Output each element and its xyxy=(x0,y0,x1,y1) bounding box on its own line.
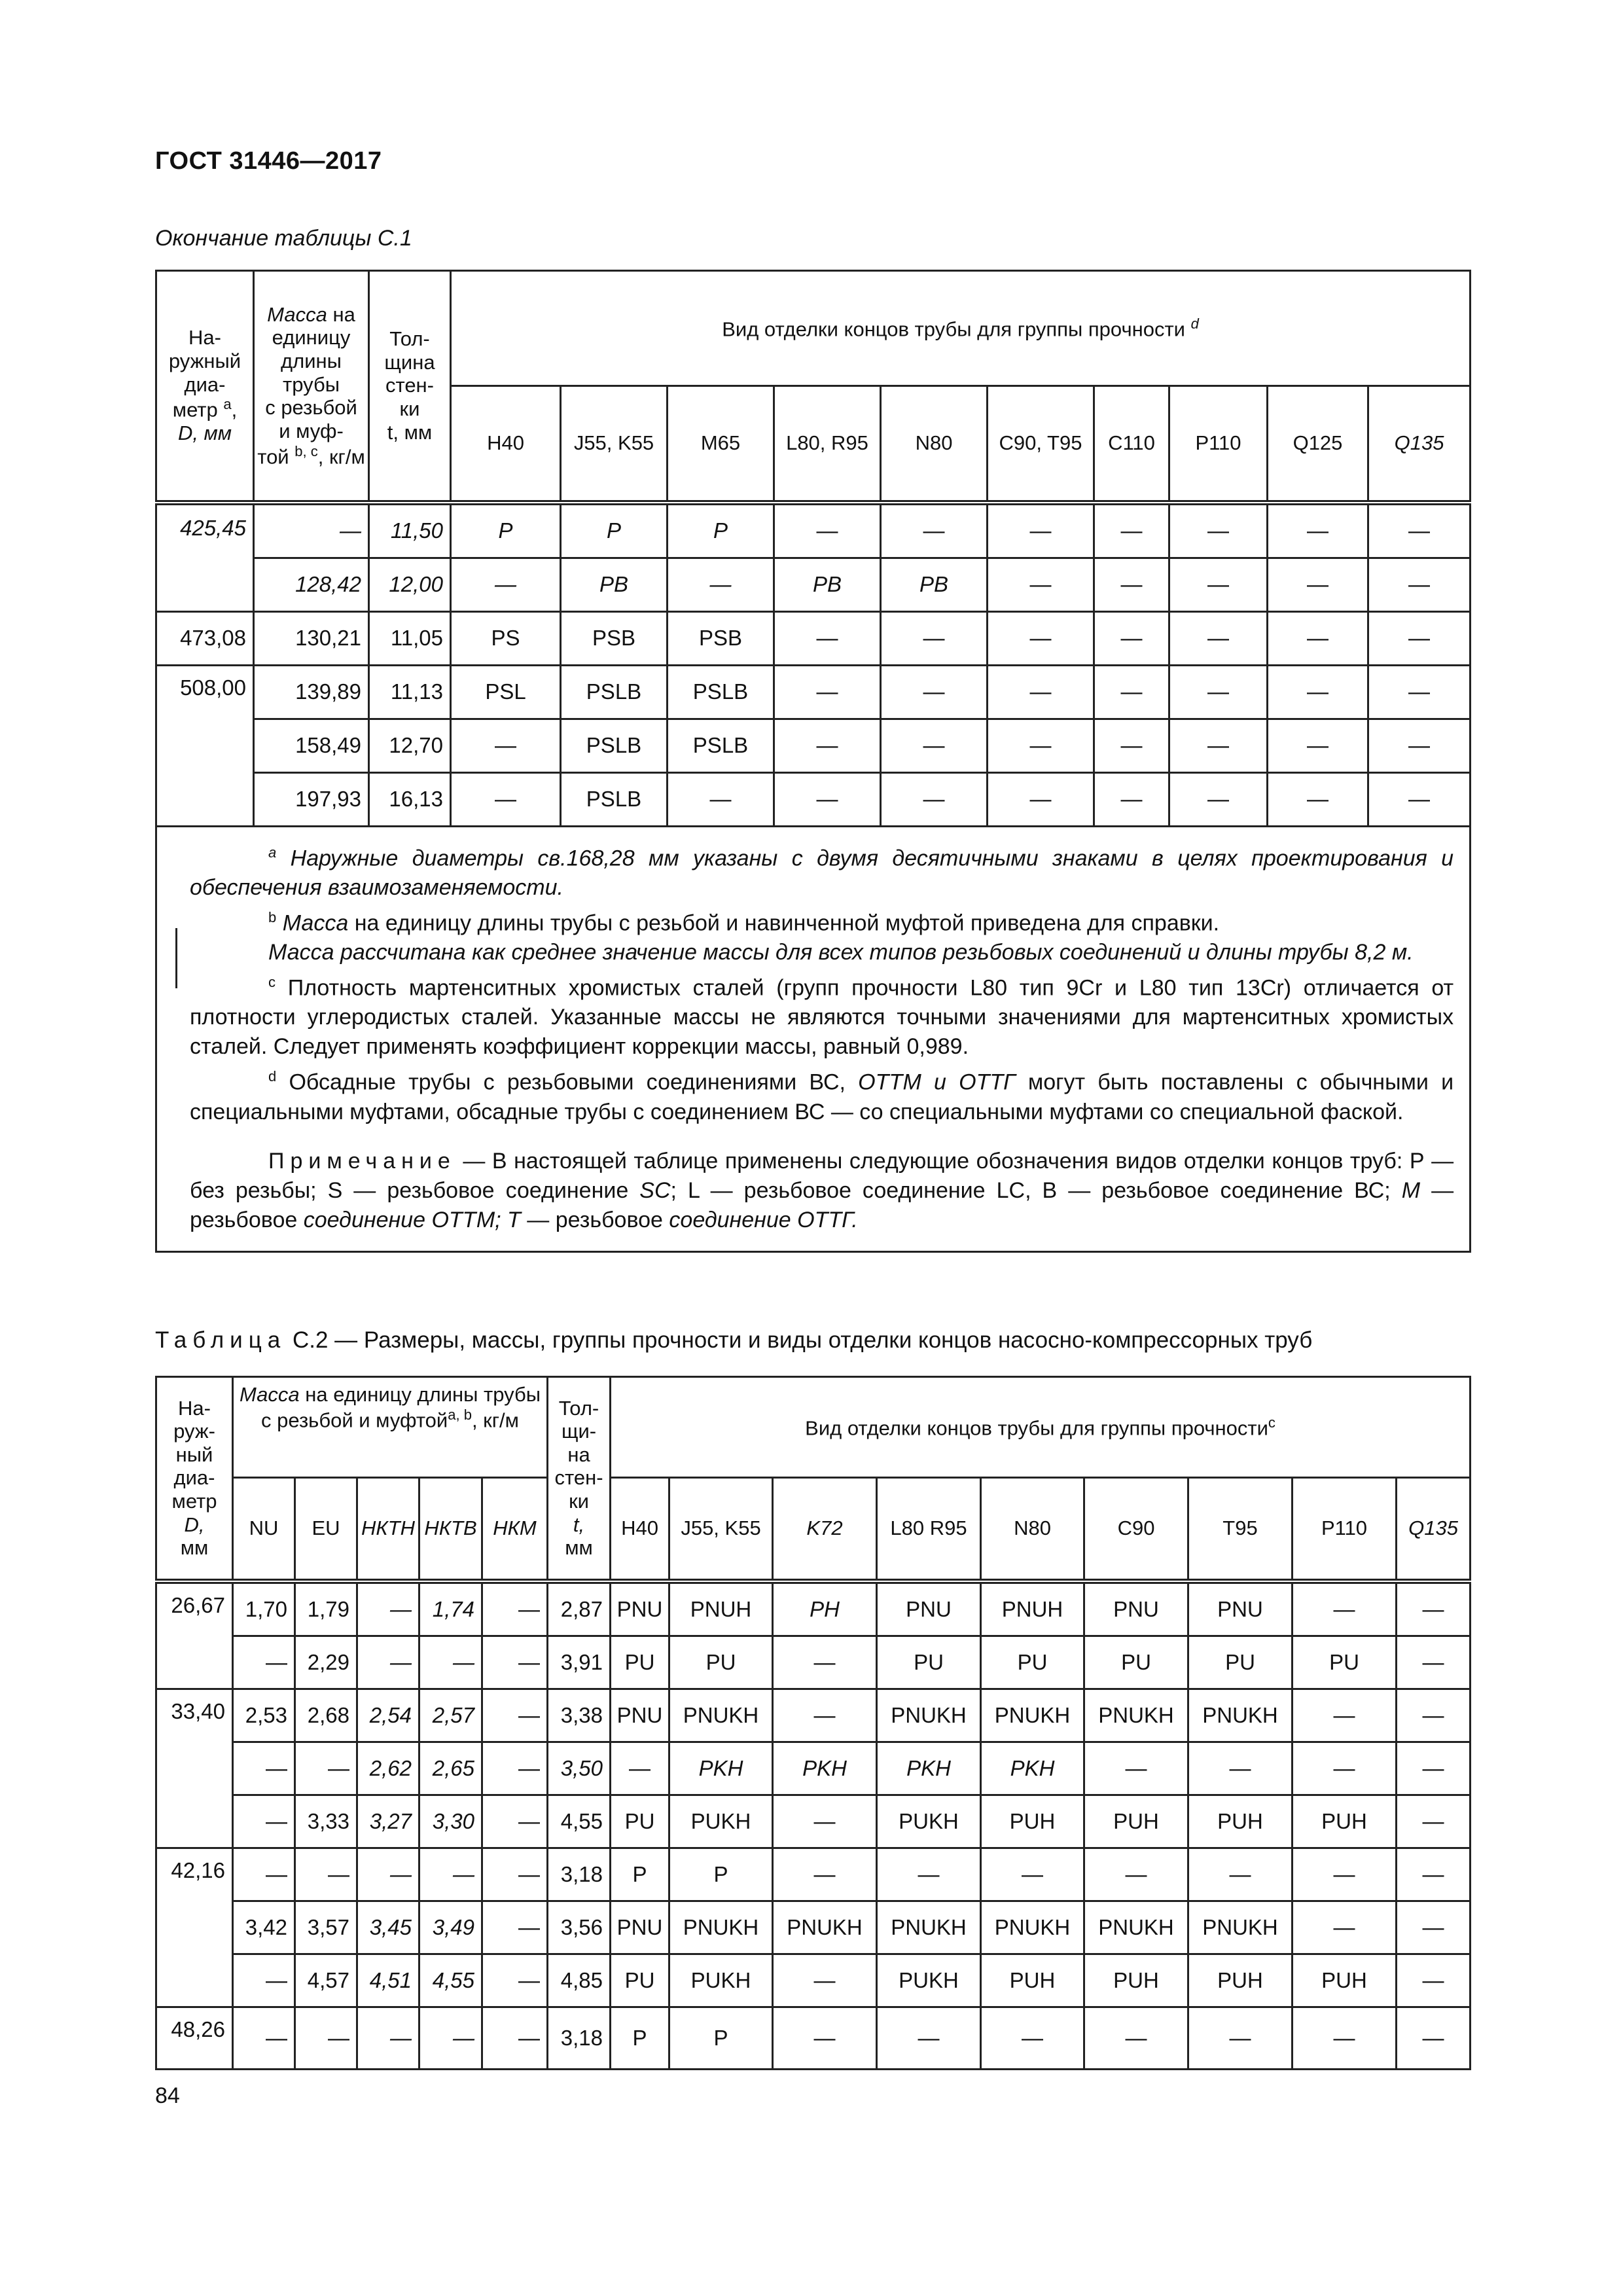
cell: 473,08 xyxy=(156,611,254,665)
cell: — xyxy=(1293,1901,1397,1954)
cell: 3,18 xyxy=(548,1848,611,1901)
table-row xyxy=(156,1795,1471,1848)
mass-col-header: НКТН xyxy=(357,1478,419,1581)
page-number: 84 xyxy=(155,2083,180,2108)
grade-header: M65 xyxy=(668,386,774,503)
cell: 3,38 xyxy=(548,1689,611,1742)
cell: 1,70 xyxy=(233,1581,295,1636)
cell: — xyxy=(981,2007,1084,2069)
cell: PNU xyxy=(1084,1581,1188,1636)
cell: — xyxy=(1293,2007,1397,2069)
cell: 2,62 xyxy=(357,1742,419,1795)
cell: PNUKH xyxy=(1188,1901,1293,1954)
cell: — xyxy=(1084,1848,1188,1901)
cell: PB xyxy=(561,558,668,611)
table-continuation-caption: Окончание таблицы С.1 xyxy=(155,226,412,251)
cell: — xyxy=(988,719,1094,772)
cell: 3,56 xyxy=(548,1901,611,1954)
cell: — xyxy=(1169,719,1268,772)
cell: — xyxy=(881,772,988,826)
cell: — xyxy=(1268,503,1368,558)
cell: — xyxy=(988,558,1094,611)
cell: P xyxy=(669,2007,773,2069)
table-row xyxy=(156,772,1471,826)
cell: PSLB xyxy=(668,719,774,772)
header-outer-diameter: На- ружный диа- метр $^a$, D, мм xyxy=(156,271,254,503)
cell: — xyxy=(1188,1742,1293,1795)
cell: 4,55 xyxy=(419,1954,482,2007)
cell: — xyxy=(482,1954,548,2007)
cell: — xyxy=(295,1848,357,1901)
cell: — xyxy=(254,503,369,558)
cell: PUH xyxy=(1084,1954,1188,2007)
cell: 2,53 xyxy=(233,1689,295,1742)
table-header-row xyxy=(156,1377,1471,1478)
cell: 3,33 xyxy=(295,1795,357,1848)
cell: PNUKH xyxy=(669,1901,773,1954)
footnote-b: $^b$ Масса на единицу длины трубы с резьбой и навинченной муфтой приведена для справки. xyxy=(268,908,1220,936)
footnote-d: $^d$ Обсадные трубы с резьбовыми соединениями ВС, ОТТМ и ОТТГ могут быть поставлены с обычными и специальными муфтами, обсадные трубы с соединением ВС — со специальными муфтами со специальной фаской. xyxy=(190,1068,1454,1124)
cell: 11,13 xyxy=(369,665,451,719)
cell: PNUKH xyxy=(981,1689,1084,1742)
cell: PNU xyxy=(611,1901,669,1954)
cell: 42,16 xyxy=(156,1848,233,2007)
cell: PNUKH xyxy=(773,1901,877,1954)
cell: PNUKH xyxy=(1084,1689,1188,1742)
cell: — xyxy=(988,665,1094,719)
cell: 2,29 xyxy=(295,1636,357,1689)
cell: — xyxy=(774,719,881,772)
cell: — xyxy=(773,2007,877,2069)
cell: — xyxy=(419,1848,482,1901)
cell: 425,45 xyxy=(156,503,254,612)
cell: — xyxy=(1094,665,1169,719)
cell: PUKH xyxy=(877,1795,981,1848)
cell: 26,67 xyxy=(156,1581,233,1689)
cell: 2,54 xyxy=(357,1689,419,1742)
table-row xyxy=(156,2007,1471,2069)
header-outer-diameter: На- руж- ный диа- метр D, мм xyxy=(156,1377,233,1581)
cell: PNUH xyxy=(981,1581,1084,1636)
grade-header: C110 xyxy=(1094,386,1169,503)
grade-header: Q125 xyxy=(1268,386,1368,503)
cell: — xyxy=(419,1636,482,1689)
cell: P xyxy=(451,503,561,558)
cell: PNUKH xyxy=(1084,1901,1188,1954)
cell: — xyxy=(1368,665,1471,719)
cell: — xyxy=(482,1636,548,1689)
table-note: Примечание — В настоящей таблице применены следующие обозначения видов отделки концов труб: Р — без резьбы; S — резьбовое соединение SC; L — резьбовое соединение LC, B — резьбовое соединение ВС; М — резьбовое соединение ОТТМ; Т — резьбовое соединение ОТТГ. xyxy=(190,1148,1454,1232)
cell: 4,85 xyxy=(548,1954,611,2007)
grade-header: C90 xyxy=(1084,1478,1188,1581)
cell: — xyxy=(1084,1742,1188,1795)
cell: — xyxy=(233,1848,295,1901)
cell: — xyxy=(1268,665,1368,719)
header-end-finish-group: Вид отделки концов трубы для группы прочности$^c$ xyxy=(611,1377,1471,1478)
cell: — xyxy=(877,1848,981,1901)
cell: — xyxy=(451,558,561,611)
cell: — xyxy=(1169,558,1268,611)
cell: — xyxy=(1293,1742,1397,1795)
grade-header: L80, R95 xyxy=(774,386,881,503)
cell: — xyxy=(881,665,988,719)
footnote-b-continued: Масса рассчитана как среднее значение массы для всех типов резьбовых соединений и длины трубы 8,2 м. xyxy=(268,940,1414,965)
cell: 11,05 xyxy=(369,611,451,665)
cell: PKH xyxy=(877,1742,981,1795)
table-c1 xyxy=(155,270,1471,1253)
cell: PKH xyxy=(773,1742,877,1795)
cell: — xyxy=(482,1848,548,1901)
cell: PUH xyxy=(1188,1954,1293,2007)
cell: — xyxy=(357,1848,419,1901)
cell: PUH xyxy=(1293,1795,1397,1848)
cell: PUH xyxy=(981,1795,1084,1848)
header-mass: Масса на единицу длины трубы с резьбой и муф- той $^{b, c}$, кг/м xyxy=(254,271,369,503)
grade-header: J55, K55 xyxy=(561,386,668,503)
cell: 11,50 xyxy=(369,503,451,558)
cell: — xyxy=(881,503,988,558)
grade-header: H40 xyxy=(451,386,561,503)
cell: 2,65 xyxy=(419,1742,482,1795)
cell: — xyxy=(1188,1848,1293,1901)
table-row xyxy=(156,665,1471,719)
cell: PUH xyxy=(1188,1795,1293,1848)
cell: PNUH xyxy=(669,1581,773,1636)
table-row xyxy=(156,719,1471,772)
cell: — xyxy=(451,719,561,772)
cell: PU xyxy=(611,1636,669,1689)
cell: 4,55 xyxy=(548,1795,611,1848)
cell: — xyxy=(482,1795,548,1848)
grade-header: P110 xyxy=(1169,386,1268,503)
cell: 158,49 xyxy=(254,719,369,772)
cell: 3,18 xyxy=(548,2007,611,2069)
cell: — xyxy=(668,772,774,826)
cell: PU xyxy=(611,1795,669,1848)
cell: PB xyxy=(881,558,988,611)
cell: — xyxy=(482,2007,548,2069)
cell: — xyxy=(877,2007,981,2069)
grade-header: H40 xyxy=(611,1478,669,1581)
cell: — xyxy=(482,1901,548,1954)
cell: — xyxy=(357,1636,419,1689)
cell: 4,51 xyxy=(357,1954,419,2007)
cell: — xyxy=(295,2007,357,2069)
cell: PNU xyxy=(877,1581,981,1636)
cell: 508,00 xyxy=(156,665,254,826)
grade-header: N80 xyxy=(881,386,988,503)
cell: — xyxy=(1293,1848,1397,1901)
cell: PUKH xyxy=(877,1954,981,2007)
cell: PNUKH xyxy=(877,1901,981,1954)
table-c2 xyxy=(155,1376,1471,2070)
cell: — xyxy=(1293,1689,1397,1742)
cell: 3,91 xyxy=(548,1636,611,1689)
table-row xyxy=(156,1636,1471,1689)
mass-col-header: НКТВ xyxy=(419,1478,482,1581)
cell: PU xyxy=(1293,1636,1397,1689)
table-row xyxy=(156,1848,1471,1901)
cell: PSLB xyxy=(561,772,668,826)
table-row xyxy=(156,558,1471,611)
table-row xyxy=(156,1581,1471,1636)
cell: — xyxy=(1169,665,1268,719)
cell: PSLB xyxy=(561,665,668,719)
cell: 3,27 xyxy=(357,1795,419,1848)
cell: PUKH xyxy=(669,1795,773,1848)
cell: — xyxy=(295,1742,357,1795)
cell: PSLB xyxy=(561,719,668,772)
cell: — xyxy=(1094,611,1169,665)
footnotes xyxy=(156,826,1471,1251)
grade-header: J55, K55 xyxy=(669,1478,773,1581)
mass-col-header: EU xyxy=(295,1478,357,1581)
cell: PU xyxy=(981,1636,1084,1689)
grade-header: L80 R95 xyxy=(877,1478,981,1581)
cell: — xyxy=(1397,2007,1471,2069)
cell: — xyxy=(1268,719,1368,772)
cell: 33,40 xyxy=(156,1689,233,1848)
cell: — xyxy=(988,611,1094,665)
mass-col-header: NU xyxy=(233,1478,295,1581)
cell: — xyxy=(1268,611,1368,665)
change-bar xyxy=(175,928,177,988)
cell: PNU xyxy=(611,1689,669,1742)
cell: — xyxy=(1169,611,1268,665)
cell: PUH xyxy=(1084,1795,1188,1848)
cell: PU xyxy=(611,1954,669,2007)
cell: 3,30 xyxy=(419,1795,482,1848)
cell: — xyxy=(981,1848,1084,1901)
cell: 1,79 xyxy=(295,1581,357,1636)
cell: PNU xyxy=(611,1581,669,1636)
table-row xyxy=(156,503,1471,558)
cell: P xyxy=(668,503,774,558)
cell: — xyxy=(1169,772,1268,826)
cell: — xyxy=(1368,611,1471,665)
grade-header: Q135 xyxy=(1368,386,1471,503)
cell: — xyxy=(881,719,988,772)
cell: — xyxy=(233,1795,295,1848)
cell: — xyxy=(1368,558,1471,611)
grade-header: T95 xyxy=(1188,1478,1293,1581)
cell: — xyxy=(773,1848,877,1901)
cell: PSLB xyxy=(668,665,774,719)
cell: — xyxy=(1188,2007,1293,2069)
cell: — xyxy=(1084,2007,1188,2069)
footnote-a: $^a$ Наружные диаметры св.168,28 мм указаны с двумя десятичными знаками в целях проектирования и обеспечения взаимозаменяемости. xyxy=(190,844,1454,900)
cell: PSB xyxy=(561,611,668,665)
cell: 4,57 xyxy=(295,1954,357,2007)
cell: PUKH xyxy=(669,1954,773,2007)
cell: PNUKH xyxy=(669,1689,773,1742)
cell: PU xyxy=(1084,1636,1188,1689)
cell: — xyxy=(233,1954,295,2007)
table-row xyxy=(156,611,1471,665)
cell: P xyxy=(611,1848,669,1901)
table-row xyxy=(156,1689,1471,1742)
table-row xyxy=(156,1742,1471,1795)
cell: — xyxy=(773,1689,877,1742)
cell: 48,26 xyxy=(156,2007,233,2069)
cell: P xyxy=(611,2007,669,2069)
cell: — xyxy=(1368,503,1471,558)
cell: — xyxy=(1094,772,1169,826)
cell: PKH xyxy=(669,1742,773,1795)
grade-header: C90, T95 xyxy=(988,386,1094,503)
cell: 3,45 xyxy=(357,1901,419,1954)
cell: PNUKH xyxy=(981,1901,1084,1954)
cell: 12,70 xyxy=(369,719,451,772)
cell: 2,57 xyxy=(419,1689,482,1742)
cell: — xyxy=(1397,1742,1471,1795)
cell: PNUKH xyxy=(1188,1689,1293,1742)
header-wall-thickness: Тол- щи- на стен- ки t, мм xyxy=(548,1377,611,1581)
cell: P xyxy=(669,1848,773,1901)
cell: — xyxy=(1268,558,1368,611)
cell: — xyxy=(357,2007,419,2069)
cell: PH xyxy=(773,1581,877,1636)
cell: — xyxy=(482,1742,548,1795)
cell: — xyxy=(1094,503,1169,558)
table-header-subcols xyxy=(156,1478,1471,1581)
cell: PNUKH xyxy=(877,1689,981,1742)
cell: 2,68 xyxy=(295,1689,357,1742)
cell: PU xyxy=(1188,1636,1293,1689)
table-c2-body xyxy=(156,1581,1471,2070)
cell: — xyxy=(233,1636,295,1689)
cell: — xyxy=(233,1742,295,1795)
cell: PSL xyxy=(451,665,561,719)
cell: — xyxy=(419,2007,482,2069)
grade-header: N80 xyxy=(981,1478,1084,1581)
cell: PUH xyxy=(1293,1954,1397,2007)
cell: 3,42 xyxy=(233,1901,295,1954)
cell: P xyxy=(561,503,668,558)
cell: — xyxy=(773,1954,877,2007)
cell: — xyxy=(1397,1795,1471,1848)
cell: — xyxy=(1268,772,1368,826)
cell: — xyxy=(1397,1848,1471,1901)
table-header-row xyxy=(156,271,1471,386)
cell: — xyxy=(357,1581,419,1636)
mass-col-header: НКМ xyxy=(482,1478,548,1581)
cell: PSB xyxy=(668,611,774,665)
cell: 128,42 xyxy=(254,558,369,611)
cell: — xyxy=(1397,1689,1471,1742)
cell: 3,57 xyxy=(295,1901,357,1954)
cell: 1,74 xyxy=(419,1581,482,1636)
cell: — xyxy=(1397,1954,1471,2007)
cell: — xyxy=(774,503,881,558)
cell: — xyxy=(668,558,774,611)
cell: 3,50 xyxy=(548,1742,611,1795)
cell: PUH xyxy=(981,1954,1084,2007)
cell: 2,87 xyxy=(548,1581,611,1636)
cell: — xyxy=(774,611,881,665)
cell: — xyxy=(988,772,1094,826)
cell: 130,21 xyxy=(254,611,369,665)
cell: — xyxy=(482,1689,548,1742)
cell: 3,49 xyxy=(419,1901,482,1954)
header-wall-thickness: Тол- щина стен- ки t, мм xyxy=(369,271,451,503)
cell: — xyxy=(774,772,881,826)
cell: — xyxy=(1169,503,1268,558)
cell: — xyxy=(451,772,561,826)
cell: — xyxy=(1397,1581,1471,1636)
table-c2-title: Таблица С.2 — Размеры, массы, группы прочности и виды отделки концов насосно-компрессорных труб xyxy=(155,1327,1313,1353)
grade-header: Q135 xyxy=(1397,1478,1471,1581)
cell: — xyxy=(1368,772,1471,826)
cell: PB xyxy=(774,558,881,611)
footnote-c: $^c$ Плотность мартенситных хромистых сталей (групп прочности L80 тип 9Cr и L80 тип 13Cr) отличается от плотности углеродистых сталей. Указанные массы не являются точными значениями для мартенситных хромистых сталей. Следует применять коэффициент коррекции массы, равный 0,989. xyxy=(190,974,1454,1060)
document-header: ГОСТ 31446—2017 xyxy=(155,147,382,175)
cell: PU xyxy=(877,1636,981,1689)
cell: — xyxy=(773,1636,877,1689)
cell: — xyxy=(482,1581,548,1636)
cell: — xyxy=(1094,558,1169,611)
cell: — xyxy=(988,503,1094,558)
table-row xyxy=(156,1954,1471,2007)
cell: PKH xyxy=(981,1742,1084,1795)
cell: 16,13 xyxy=(369,772,451,826)
cell: — xyxy=(611,1742,669,1795)
cell: — xyxy=(773,1795,877,1848)
header-end-finish-group: Вид отделки концов трубы для группы прочности $^d$ xyxy=(451,271,1471,386)
cell: — xyxy=(1293,1581,1397,1636)
cell: — xyxy=(1397,1901,1471,1954)
cell: 139,89 xyxy=(254,665,369,719)
cell: — xyxy=(1368,719,1471,772)
cell: — xyxy=(1397,1636,1471,1689)
cell: 12,00 xyxy=(369,558,451,611)
cell: PS xyxy=(451,611,561,665)
header-mass: Масса на единицу длины трубы с резьбой и муфтой$^{a, b}$, кг/м xyxy=(233,1377,548,1478)
cell: 197,93 xyxy=(254,772,369,826)
grade-header: P110 xyxy=(1293,1478,1397,1581)
cell: PU xyxy=(669,1636,773,1689)
table-row xyxy=(156,1901,1471,1954)
cell: — xyxy=(1094,719,1169,772)
cell: — xyxy=(881,611,988,665)
cell: — xyxy=(233,2007,295,2069)
cell: — xyxy=(774,665,881,719)
cell: PNU xyxy=(1188,1581,1293,1636)
grade-header: K72 xyxy=(773,1478,877,1581)
footnotes-row xyxy=(156,826,1471,1251)
